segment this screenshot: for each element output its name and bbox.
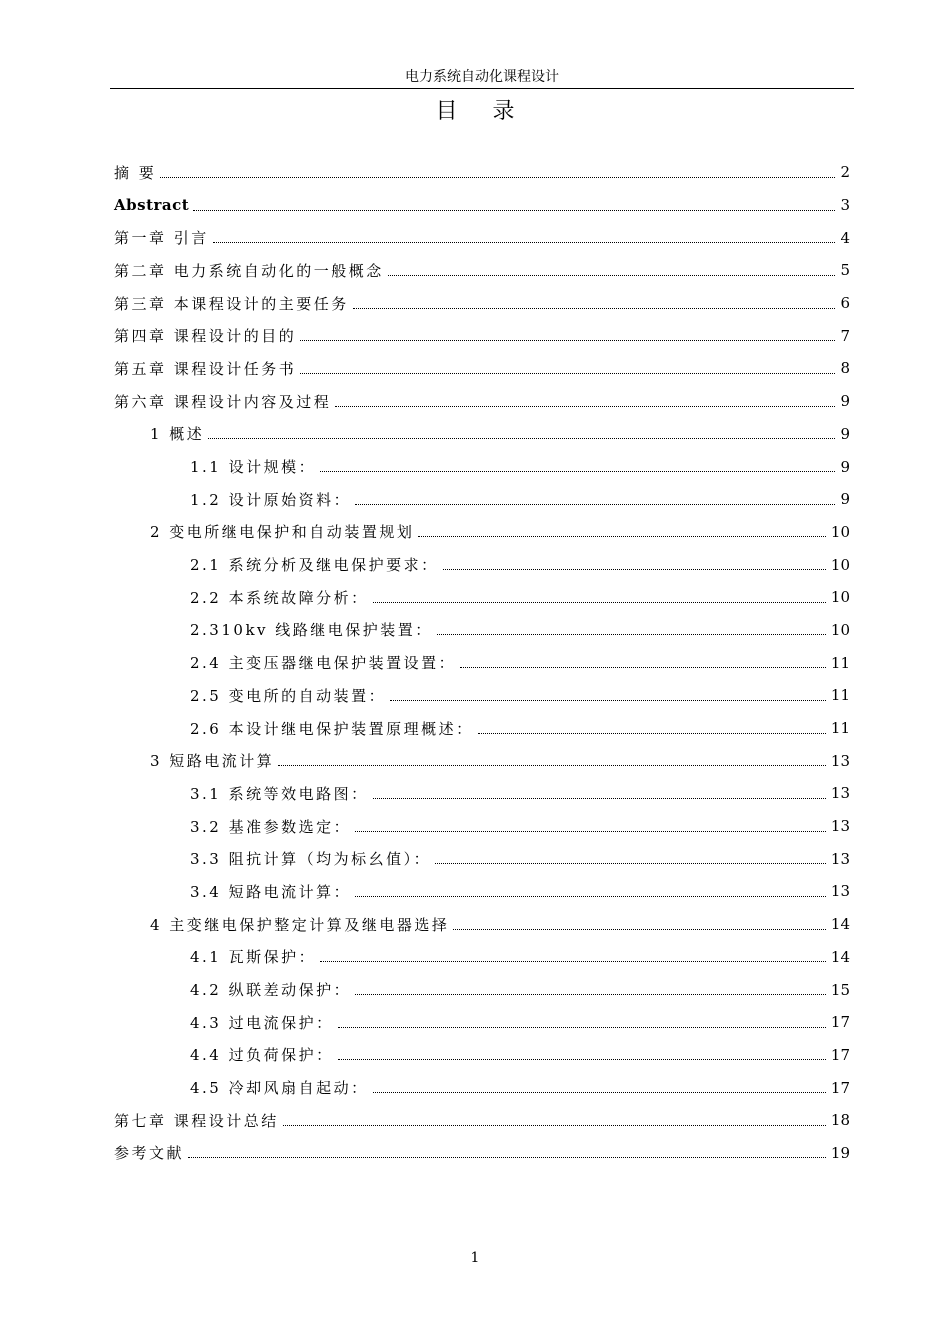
toc-entry-page: 11 [830,653,850,672]
toc-entry-label: 3.2 基准参数选定： [190,817,352,836]
toc-entry-label: 3.4 短路电流计算： [190,882,352,901]
toc-entry-page: 13 [830,751,850,770]
toc-entry-page: 9 [840,490,850,509]
toc-entry[interactable] [114,1039,850,1072]
toc-entry-page: 19 [830,1143,850,1162]
toc-entry-page: 4 [840,228,850,247]
toc-entry[interactable] [114,973,850,1006]
toc-entry[interactable] [114,287,850,320]
toc-entry-label: 第五章 课程设计任务书 [114,359,297,378]
toc-entry-page: 9 [840,457,850,476]
toc-entry[interactable] [114,712,850,745]
toc-leader-dots [188,1157,826,1158]
toc-entry-page: 8 [840,359,850,378]
toc-leader-dots [390,700,826,701]
toc-entry-label: 第一章 引言 [114,229,209,248]
toc-entry-page: 13 [830,784,850,803]
toc-entry-page: 13 [830,849,850,868]
toc-leader-dots [373,798,826,799]
toc-leader-dots [453,929,826,930]
toc-entry-page: 9 [840,424,850,443]
toc-entry[interactable] [114,1006,850,1039]
toc-leader-dots [443,569,826,570]
toc-leader-dots [437,634,826,635]
toc-entry-page: 10 [830,620,850,639]
toc-entry[interactable] [114,1137,850,1170]
toc-entry[interactable] [114,483,850,516]
toc-entry[interactable] [114,352,850,385]
toc-entry[interactable] [114,156,850,189]
toc-leader-dots [278,765,826,766]
toc-entry-label: 1.1 设计规模： [190,458,317,477]
toc-entry-label: 2.4 主变压器继电保护装置设置： [190,654,457,673]
toc-entry-page: 11 [830,686,850,705]
toc-entry-page: 6 [840,294,850,313]
toc-entry[interactable] [114,614,850,647]
toc-leader-dots [300,373,835,374]
toc-entry-label: 第三章 本课程设计的主要任务 [114,294,349,313]
toc-entry-page: 17 [830,1078,850,1097]
toc-entry[interactable] [114,908,850,941]
toc-leader-dots [373,602,826,603]
toc-entry[interactable] [114,450,850,483]
toc-entry-label: 2.6 本设计继电保护装置原理概述： [190,719,474,738]
toc-leader-dots [338,1027,826,1028]
toc-entry-page: 3 [840,196,850,215]
toc-entry-label: 2 变电所继电保护和自动装置规划 [150,523,415,542]
toc-entry[interactable] [114,189,850,222]
toc-leader-dots [208,438,835,439]
toc-entry[interactable] [114,842,850,875]
toc-entry-page: 10 [830,588,850,607]
toc-leader-dots [160,177,835,178]
toc-entry[interactable] [114,548,850,581]
toc-entry[interactable] [114,1104,850,1137]
toc-leader-dots [435,863,826,864]
toc-entry-page: 14 [830,947,850,966]
toc-leader-dots [353,308,836,309]
toc-entry[interactable] [114,875,850,908]
toc-entry-page: 10 [830,522,850,541]
toc-entry-label: 4.3 过电流保护： [190,1013,334,1032]
page-title: 目 录 [435,99,529,124]
toc-entry[interactable] [114,777,850,810]
toc-entry[interactable] [114,581,850,614]
toc-leader-dots [418,536,826,537]
toc-entry-page: 11 [830,719,850,738]
toc-entry-label: Abstract [114,196,190,215]
toc-entry-page: 13 [830,817,850,836]
toc-entry-label: 4.5 冷却风扇自起动： [190,1079,369,1098]
toc-leader-dots [478,733,826,734]
toc-entry[interactable] [114,319,850,352]
toc-entry-page: 13 [830,882,850,901]
running-header: 电力系统自动化课程设计 [405,69,559,85]
toc-entry-label: 2.310kv 线路继电保护装置： [190,621,433,640]
toc-entry-label: 第六章 课程设计内容及过程 [114,392,332,411]
toc-leader-dots [213,242,836,243]
toc-leader-dots [460,667,826,668]
toc-leader-dots [320,471,835,472]
toc-entry-label: 摘 要 [114,163,157,182]
toc-entry-page: 7 [840,326,850,345]
toc-entry-page: 2 [840,163,850,182]
toc-entry[interactable] [114,941,850,974]
toc-entry-label: 2.2 本系统故障分析： [190,588,369,607]
toc-entry-page: 9 [840,392,850,411]
toc-entry-label: 参考文献 [114,1144,185,1163]
toc-entry-label: 第七章 课程设计总结 [114,1111,279,1130]
toc-entry[interactable] [114,679,850,712]
toc-entry-label: 4.4 过负荷保护： [190,1046,334,1065]
toc-entry-label: 4.1 瓦斯保护： [190,948,317,967]
toc-entry-label: 3.3 阻抗计算（均为标幺值）： [190,850,432,869]
toc-entry-label: 2.1 系统分析及继电保护要求： [190,556,439,575]
header-rule [110,88,854,89]
toc-entry-label: 第四章 课程设计的目的 [114,327,297,346]
toc-leader-dots [355,896,826,897]
toc-entry-page: 18 [830,1111,850,1130]
toc-entry-label: 第二章 电力系统自动化的一般概念 [114,261,384,280]
toc-leader-dots [373,1092,826,1093]
toc-entry[interactable] [114,221,850,254]
toc-entry[interactable] [114,516,850,549]
toc-entry-page: 10 [830,555,850,574]
toc-entry[interactable] [114,254,850,287]
toc-leader-dots [355,831,826,832]
toc-leader-dots [355,504,835,505]
toc-entry[interactable] [114,810,850,843]
toc-entry-page: 15 [830,980,850,999]
toc-entry-label: 1 概述 [150,425,205,444]
toc-entry-label: 4 主变继电保护整定计算及继电器选择 [150,915,450,934]
toc-entry[interactable] [114,385,850,418]
toc-entry-page: 5 [840,261,850,280]
toc-leader-dots [388,275,836,276]
toc-entry-label: 2.5 变电所的自动装置： [190,686,387,705]
toc-leader-dots [355,994,826,995]
toc-leader-dots [283,1125,826,1126]
toc-entry-page: 17 [830,1045,850,1064]
toc-entry-label: 3.1 系统等效电路图： [190,784,369,803]
page-number: 1 [470,1250,480,1266]
toc-entry-label: 4.2 纵联差动保护： [190,981,352,1000]
toc-entry[interactable] [114,744,850,777]
toc-entry[interactable] [114,646,850,679]
toc-leader-dots [193,210,835,211]
toc-entry-label: 3 短路电流计算 [150,752,275,771]
toc-leader-dots [338,1059,826,1060]
toc-entry-page: 17 [830,1013,850,1032]
toc-entry-page: 14 [830,915,850,934]
toc-entry[interactable] [114,1071,850,1104]
toc-entry[interactable] [114,418,850,451]
toc-leader-dots [320,961,826,962]
toc-leader-dots [335,406,835,407]
table-of-contents [114,156,850,1169]
toc-leader-dots [300,340,835,341]
toc-entry-label: 1.2 设计原始资料： [190,490,352,509]
